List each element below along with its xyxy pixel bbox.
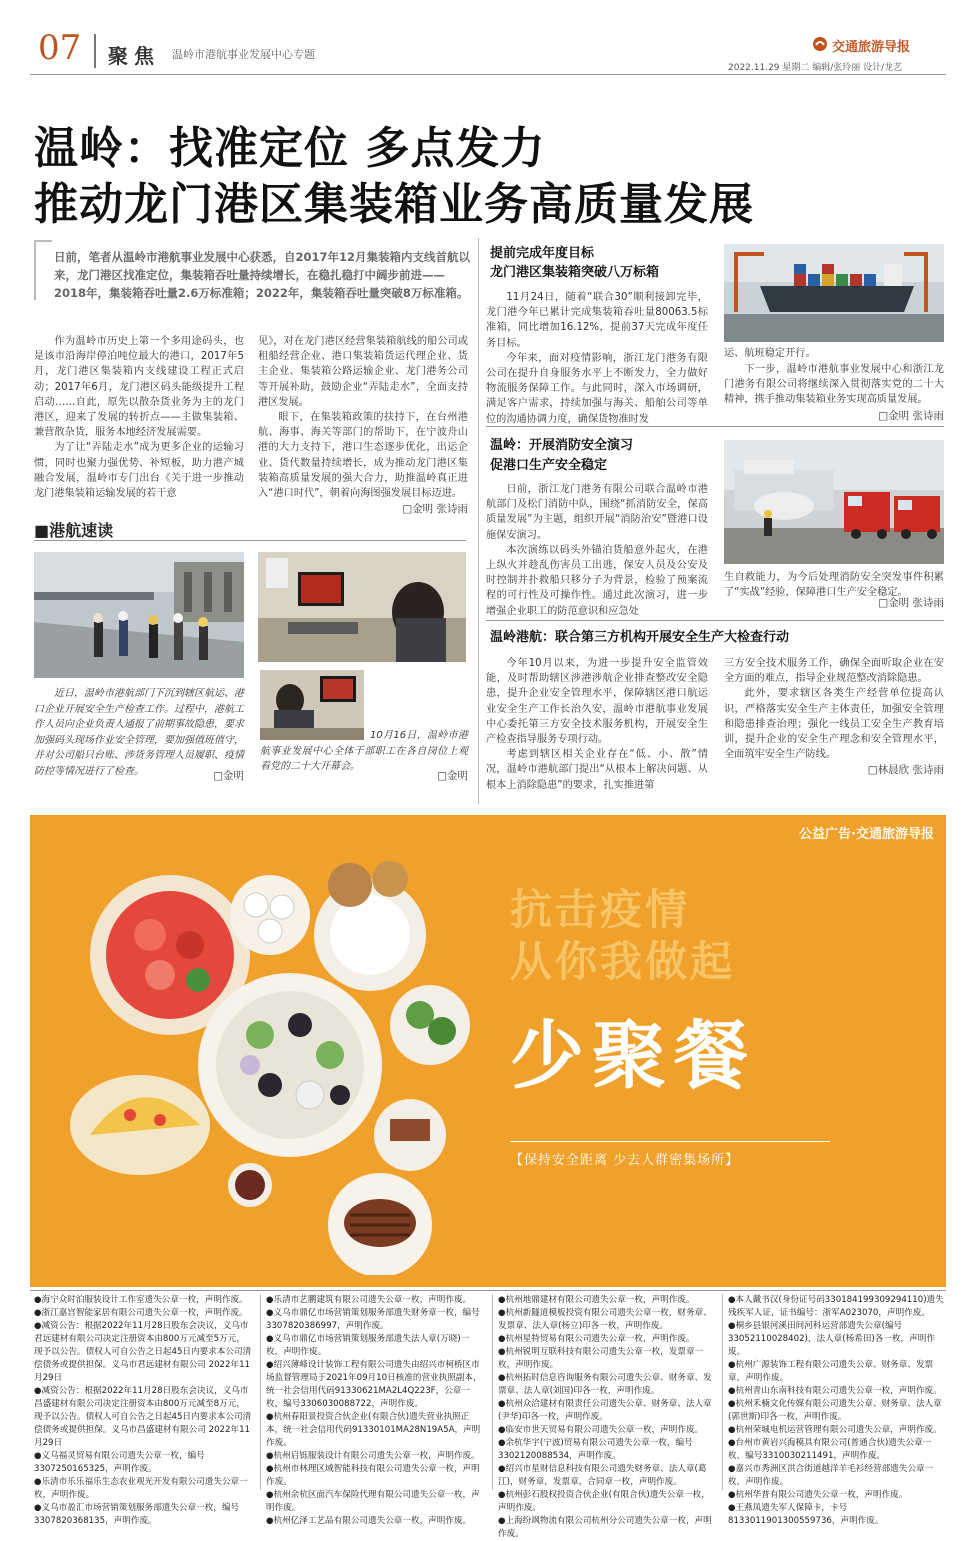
main-article-byline: □金明 张诗雨 [402, 503, 468, 516]
article3-title-line2: 促港口生产安全稳定 [490, 458, 608, 473]
notice-item: ●杭州禾楠文化传媒有限公司遗失公章、财务章、法人章(郭世斯)印各一枚，声明作废。 [728, 1399, 942, 1422]
brief-caption-1-byline: □金明 [213, 770, 244, 782]
notice-item: ●减资公告：根据2022年11月28日股东会决议，义乌市昌盛建材有限公司决定注册资本由800万元减至8万元，现予以公告。债权人可自公告之日起45日内要求本公司清偿债务或提供担保。义乌市昌盛建材有限公司 2022年11月29日 [34, 1386, 252, 1448]
notices-col1 [34, 1294, 252, 1528]
notice-item: ●杭州锐明互联科技有限公司遗失公章一枚，发票章一枚，声明作废。 [498, 1347, 704, 1370]
lead-bracket-top [34, 240, 52, 242]
newspaper-logo: 交通旅游导报 [832, 40, 911, 55]
lead-paragraph: 日前，笔者从温岭市港航事业发展中心获悉，自2017年12月集装箱内支线首航以来，龙门港区找准定位，集装箱吞吐量持续增长，在稳扎稳打中阔步前进——2018年，集装箱吞吐量2.6万标准箱；2022年，集装箱吞吐量突破8万标准箱。 [54, 250, 471, 300]
ad-slogan-main: 少聚餐 [510, 1013, 756, 1099]
notices-col3 [498, 1294, 716, 1541]
notice-item: ●王燕凤遗失军人保障卡，卡号8133011901300559736，声明作废。 [728, 1503, 884, 1526]
headline-line2: 推动龙门港区集装箱业务高质量发展 [34, 179, 754, 230]
notice-item: ●乐清市艺鹏建筑有限公司遗失公章一枚，声明作废。 [266, 1295, 472, 1305]
notices-divider [260, 1294, 261, 1490]
page-number: 07 [38, 28, 82, 68]
port-inspection-photo [34, 552, 244, 678]
column-divider [478, 238, 479, 804]
news-briefs-label: ■港航速读 [34, 521, 114, 540]
article2-paragraph: 下一步，温岭市港航事业发展中心和浙江龙门港务有限公司将继续深入贯彻落实党的二十大精神，携手推动集装箱业务实现高质量发展。 [724, 364, 944, 406]
header-rule [30, 74, 946, 75]
public-service-ad [30, 815, 946, 1287]
article-divider [486, 426, 944, 427]
article2-body [486, 290, 708, 427]
article3-paragraph: 本次演练以码头外锚泊货船意外起火，在港上纵火并趁乱伤害员工出逃，保安人员及公安及时控制并扑救船只移分子为背景，检验了预案流程的可行性及可操作性。通过此次演习，进一步增强企业职工的防范意识和应急处 [486, 544, 708, 617]
article2-title-line1: 提前完成年度目标 [490, 246, 595, 261]
container-ship-photo [724, 244, 944, 342]
notice-item: ●余杭华宇(宁波)贸易有限公司遗失公章一枚，编号3302120088534，声明作废。 [498, 1438, 693, 1461]
notice-item: ●杭州新隧道模板投资有限公司遗失公章一枚，财务章、发票章、法人章(杨立)印各一枚，声明作废。 [498, 1308, 712, 1331]
notice-item: ●杭州星特贸易有限公司遗失公章一枚，声明作废。 [498, 1334, 695, 1344]
notice-item: ●台州市黄岩兴海模具有限公司(普通合伙)遗失公章一枚，编号3310030211491，声明作废。 [728, 1438, 932, 1461]
lead-bracket [34, 240, 36, 300]
headline-line1: 温岭：找准定位 多点发力 [34, 123, 546, 174]
article4-paragraph: 三方安全技术服务工作，确保全面听取企业在安全方面的难点，指导企业规范整改消除隐患。 [724, 658, 944, 685]
notice-item: ●减资公告：根据2022年11月28日股东会决议，义乌市君远建材有限公司决定注册资本由800万元减至5万元，现予以公告。债权人可自公告之日起45日内要求本公司清偿债务或提供担保。义乌市君远建材有限公司 2022年11月29日 [34, 1321, 252, 1383]
office-meeting-photo [258, 552, 466, 662]
ad-slogan-line1: 抗击疫情 [510, 885, 691, 934]
notice-item: ●绍兴薄峰设计装饰工程有限公司遗失由绍兴市柯桥区市场监督管理局于2021年09月10日核准的营业执照副本，统一社会信用代码91330621MA2L4Q223F，公章一枚，编号3306030088722，声明作废。 [266, 1360, 482, 1409]
section-subtopic: 温岭市港航事业发展中心专题 [172, 48, 315, 61]
ad-tag-rule [510, 1141, 830, 1142]
notice-item: ●杭州荣城电机运营管理有限公司遗失公章，声明作废。 [728, 1425, 942, 1435]
brief-caption-2: 10月16日，温岭市港航事业发展中心全体干部职工在各自岗位上观看党的二十大开幕会。 [260, 730, 468, 772]
notice-item: ●杭州众洽建材有限责任公司遗失公章、财务章、法人章(尹华)印各一枚，声明作废。 [498, 1399, 712, 1422]
notices-top-rule [30, 1290, 946, 1291]
brief-caption-1: 近日，温岭市港航部门下沉到辖区航运、港口企业开展安全生产检查工作。过程中，港航工作人员向企业负责人通报了前期事故隐患，要求加强码头现场作业安全管理，要加强值班值守，并对公司船只台账、涉货务管理人员履职、疫情防控等情况进行了检查。 [34, 688, 244, 777]
briefs-rule [34, 540, 466, 541]
article3-byline: □金明 张诗雨 [878, 597, 944, 609]
article3-title-line1: 温岭：开展消防安全演习 [490, 438, 634, 453]
notice-item: ●杭州彭石股权投资合伙企业(有限合伙)遗失公章一枚，声明作废。 [498, 1490, 710, 1513]
notice-item: ●杭州华普有限公司遗失公章一枚，声明作废。 [728, 1490, 908, 1500]
main-article-col2 [258, 334, 468, 516]
food-dishes-illustration [50, 835, 490, 1275]
main-paragraph: 眼下，在集装箱政策的扶持下，在台州港航、海事、海关等部门的帮助下，在宁波舟山港的大力支持下，港口生态逐步优化，出运企业、货代数量持续增长，成为推动龙门港区集装箱高质量发展的强大合力，助推温岭真正进入“港口时代”，朝着向海图强发展目标迈进。 [258, 412, 468, 500]
notice-item: ●杭州地鼎建材有限公司遗失公章一枚，声明作废。 [498, 1295, 695, 1305]
article2-title-line2: 龙门港区集装箱突破八万标箱 [490, 265, 660, 280]
header-divider [94, 34, 96, 68]
ad-slogan-line2: 从你我做起 [510, 937, 736, 986]
article2-paragraph: 11月24日，随着“联合30”顺利接卸完毕，龙门港今年已累计完成集装箱吞吐量80063.5标准箱，同比增加16.12%，提前37天完成年度任务目标。 [486, 292, 708, 349]
dateline: 2022.11.29 星期二 编辑/张玲丽 设计/龙艺 [728, 63, 903, 73]
notice-item: ●杭州广源装饰工程有限公司遗失公章、财务章、发票章，声明作废。 [728, 1360, 934, 1383]
main-paragraph: 见》，对在龙门港区经营集装箱航线的船公司或租船经营企业、港口集装箱货运代理企业、货主企业、集装箱公路运输企业、龙门港务公司等开展补助，鼓励企业“弄陆走水”，全面支持港区发展。 [258, 336, 468, 408]
notice-item: ●义乌市鼎亿市场营销策划服务部遗失财务章一枚，编号3307820386997，声明作废。 [266, 1308, 480, 1331]
notice-item: ●杭州拓时信息咨询服务有限公司遗失公章、财务章、发票章、法人章(刘国)印各一枚，声明作废。 [498, 1373, 712, 1396]
notices-divider [492, 1294, 493, 1490]
article3-paragraph: 生自救能力，为今后处理消防安全突发事件积累了“实战”经验，保障港口生产安全稳定。 [724, 572, 944, 599]
notice-item: ●杭州春阳景投资合伙企业(有限合伙)遗失营业执照正本，统一社会信用代码91330101MA28N19A5A，声明作废。 [266, 1412, 481, 1448]
main-paragraph: 为了让“弄陆走水”成为更多企业的运输习惯，同时也聚力强优势、补短板，助力港产城融合发展，温岭市专门出台《关于进一步推动龙门港集装箱运输发展的若干意 [34, 442, 244, 500]
section-title: 聚焦 [108, 44, 160, 68]
notices-divider [722, 1294, 723, 1490]
article4-byline: □林晨欣 张诗雨 [867, 764, 944, 777]
notice-item: ●杭州青山东南科技有限公司遗失公章一枚，声明作废。 [728, 1386, 942, 1396]
notice-item: ●义乌市鼎亿市场营销策划服务部遗失法人章(万晓)一枚，声明作废。 [266, 1334, 470, 1357]
notice-item: ●上海纷飒物流有限公司杭州分公司遗失公章一枚，声明作废。 [498, 1516, 712, 1539]
article4-paragraph: 今年10月以来，为进一步提升安全监管效能，及时帮助辖区涉港涉航企业排查整改安全隐患，提升企业安全管理水平，保障辖区港口航运业安全生产工作长治久安，温岭市港航事业发展中心委托第三方安全技术服务机构，开展安全生产检查指导服务专项行动。 [486, 658, 708, 746]
notice-item: ●嘉兴市秀洲区洪合街道越洋羊毛衫经营部遗失公章一枚，声明作废。 [728, 1464, 934, 1487]
notice-item: ●桐乡县银河溪田间河科运营部遗失公章(编号33052110028402)，法人章(杨希田)各一枚，声明作废。 [728, 1321, 935, 1357]
notice-item: ●义乌福灵贸易有限公司遗失公章一枚，编号3307250165325，声明作废。 [34, 1451, 205, 1474]
notice-item: ●杭州市林理区域智能科技有限公司遗失公章一枚，声明作废。 [266, 1464, 480, 1487]
notices-col4 [728, 1294, 946, 1528]
fire-drill-photo [724, 440, 944, 564]
article4-paragraph: 此外，要求辖区各类生产经营单位提高认识，严格落实安全生产主体责任，加强安全管理和隐患排查治理；强化一线员工安全生产教育培训，提升企业的安全生产理念和安全管理水平，全面筑牢安全生产防线。 [724, 688, 944, 761]
article2-paragraph: 运、航班稳定开行。 [724, 348, 816, 359]
article4-col1 [486, 656, 708, 793]
article4-title: 温岭港航：联合第三方机构开展安全生产大检查行动 [490, 630, 790, 645]
ad-tagline: 【保持安全距离 少去人群密集场所】 [510, 1153, 740, 1168]
notices-col2 [266, 1294, 484, 1528]
brief-caption-2-byline: □金明 [437, 770, 468, 782]
main-article-col1 [34, 334, 244, 501]
notice-item: ●义乌市盈汇市场营销策划服务部遗失公章一枚，编号3307820368135，声明作废。 [34, 1503, 240, 1526]
notice-item: ●绍兴市星财信息科技有限公司遗失财务章、法人章(葛江)，财务章，发票章，合同章一枚，声明作废。 [498, 1464, 707, 1487]
article3-body [486, 482, 708, 619]
main-paragraph: 作为温岭市历史上第一个多用途码头，也是该市沿海岸停泊吨位最大的港口，2017年5月，龙门港区集装箱内支线建设工程正式启动；2017年6月，龙门港区码头能级提升工程启动……自此，原先以散杂货业务为主的龙门港区，迎来了发展的转折点——主做集装箱、兼营散杂货，服务本地经济发展需要。 [34, 336, 244, 439]
notice-item: ●临安市世天贸易有限公司遗失公章一枚，声明作废。 [498, 1425, 704, 1435]
notice-item: ●杭州启铄服装设计有限公司遗失公章一枚，声明作废。 [266, 1451, 480, 1461]
article-divider [486, 620, 944, 621]
notice-item: ●杭州亿泽工艺品有限公司遗失公章一枚，声明作废。 [266, 1516, 472, 1526]
notice-item: ●本人戴书汉(身份证号码330184199309294110)遗失残疾军人证，证书编号：浙军A023070，声明作废。 [728, 1295, 944, 1318]
article4-col2 [724, 656, 944, 777]
article3-paragraph: 日前，浙江龙门港务有限公司联合温岭市港航部门及松门消防中队，围绕“抓消防安全，保高质量发展”为主题，组织开展“消防治安”暨港口设施保安演习。 [486, 484, 708, 541]
ad-top-label: 公益广告·交通旅游导报 [799, 827, 934, 842]
notice-item: ●浙江嘉宫智能家居有限公司遗失公章一枚，声明作废。 [34, 1308, 248, 1318]
article2-byline: □金明 张诗雨 [878, 410, 944, 422]
article2-paragraph: 今年来，面对疫情影响，浙江龙门港务有限公司在提升自身服务水平上不断发力，全力做好物流服务保障工作。与此同时，深入市场调研，满足客户需求，持续加强与海关、船舶公司等单位的沟通协调力度，确保货物准时发 [486, 352, 708, 425]
notice-item: ●乐清市乐乐福乐生态农业观光开发有限公司遗失公章一枚，声明作废。 [34, 1477, 248, 1500]
article4-paragraph: 考虑到辖区相关企业存在“低、小、散”情况，温岭市港航部门提出“从根本上解决问题、从根本上消除隐患”的要求，扎实推进第 [486, 749, 708, 791]
notice-item: ●杭州余杭区面汽车保险代理有限公司遗失公章一枚，声明作废。 [266, 1490, 480, 1513]
notice-item: ●海宁众时泊服装设计工作室遗失公章一枚，声明作废。 [34, 1295, 248, 1305]
newspaper-logo-icon [812, 36, 828, 52]
